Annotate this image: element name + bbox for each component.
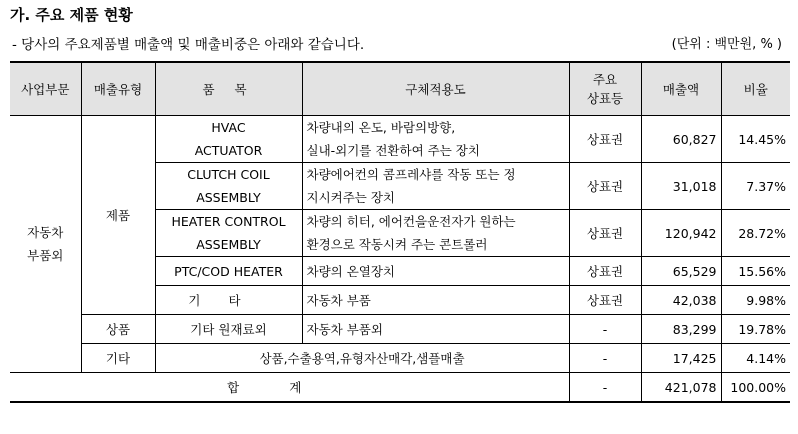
item-cell (155, 163, 302, 210)
item-line1: HEATER CONTROL (171, 214, 286, 229)
trademark-cell: 상표권 (569, 286, 641, 315)
ratio-cell: 4.14% (721, 344, 790, 373)
item-line1: CLUTCH COIL (187, 167, 270, 182)
item-cell: PTC/COD HEATER (155, 257, 302, 286)
header-sales-type: 매출유형 (81, 62, 155, 116)
header-item: 품 목 (155, 62, 302, 116)
sales-type-cell: 제품 (81, 116, 155, 315)
header-segment: 사업부문 (10, 62, 81, 116)
trademark-cell: 상표권 (569, 257, 641, 286)
usage-line2: 실내-외기를 전환하여 주는 장치 (306, 143, 480, 158)
usage-line1: 차량에어컨의 콤프레샤를 작동 또는 정 (306, 167, 516, 182)
trademark-cell: 상표권 (569, 116, 641, 163)
sales-type-cell: 상품 (81, 315, 155, 344)
ratio-cell: 15.56% (721, 257, 790, 286)
table-row (10, 116, 790, 163)
header-trademark (569, 62, 641, 116)
total-sales: 421,078 (641, 373, 721, 403)
sales-cell: 60,827 (641, 116, 721, 163)
item-line1: HVAC (211, 120, 246, 135)
table-row (10, 315, 790, 344)
item-cell: 기타 (155, 286, 302, 315)
header-trademark-line2: 상표등 (586, 91, 624, 106)
usage-cell: 차량의 온열장치 (302, 257, 569, 286)
segment-line2: 부품외 (27, 248, 64, 263)
header-sales: 매출액 (641, 62, 721, 116)
item-line2: ASSEMBLY (196, 190, 261, 205)
sales-cell: 31,018 (641, 163, 721, 210)
usage-line1: 차량내의 온도, 바람의방향, (306, 120, 456, 135)
sales-cell: 17,425 (641, 344, 721, 373)
item-line2: ASSEMBLY (196, 237, 261, 252)
usage-cell: 자동차 부품외 (302, 315, 569, 344)
trademark-cell: - (569, 315, 641, 344)
sales-cell: 83,299 (641, 315, 721, 344)
header-ratio: 비율 (721, 62, 790, 116)
header-row (10, 62, 790, 116)
usage-cell (302, 116, 569, 163)
table-row (10, 344, 790, 373)
total-ratio: 100.00% (721, 373, 790, 403)
usage-cell (302, 163, 569, 210)
item-line2: ACTUATOR (194, 143, 263, 158)
ratio-cell: 28.72% (721, 210, 790, 257)
header-usage: 구체적용도 (302, 62, 569, 116)
total-trademark: - (569, 373, 641, 403)
header-trademark-line1: 주요 (592, 72, 618, 87)
segment-cell (10, 116, 81, 373)
segment-line1: 자동차 (27, 225, 64, 240)
usage-line1: 차량의 히터, 에어컨을운전자가 원하는 (306, 214, 516, 229)
item-cell (155, 116, 302, 163)
sales-cell: 65,529 (641, 257, 721, 286)
ratio-cell: 7.37% (721, 163, 790, 210)
trademark-cell: - (569, 344, 641, 373)
ratio-cell: 19.78% (721, 315, 790, 344)
section-description: - 당사의 주요제품별 매출액 및 매출비중은 아래와 같습니다. (12, 37, 365, 53)
sales-type-cell: 기타 (81, 344, 155, 373)
section-heading: 가. 주요 제품 현황 (10, 6, 133, 24)
product-sales-table (10, 61, 790, 403)
usage-cell (302, 210, 569, 257)
item-cell (155, 210, 302, 257)
total-label: 합계 (10, 373, 569, 403)
usage-cell: 자동차 부품 (302, 286, 569, 315)
item-cell: 기타 원재료외 (155, 315, 302, 344)
trademark-cell: 상표권 (569, 210, 641, 257)
trademark-cell: 상표권 (569, 163, 641, 210)
usage-cell: 상품,수출용역,유형자산매각,샘플매출 (155, 344, 569, 373)
total-row (10, 373, 790, 403)
unit-note: (단위 : 백만원, % ) (671, 37, 782, 52)
usage-line2: 지시켜주는 장치 (306, 190, 395, 205)
sales-cell: 42,038 (641, 286, 721, 315)
sales-cell: 120,942 (641, 210, 721, 257)
ratio-cell: 14.45% (721, 116, 790, 163)
ratio-cell: 9.98% (721, 286, 790, 315)
usage-line2: 환경으로 작동시켜 주는 콘트롤러 (306, 237, 488, 252)
